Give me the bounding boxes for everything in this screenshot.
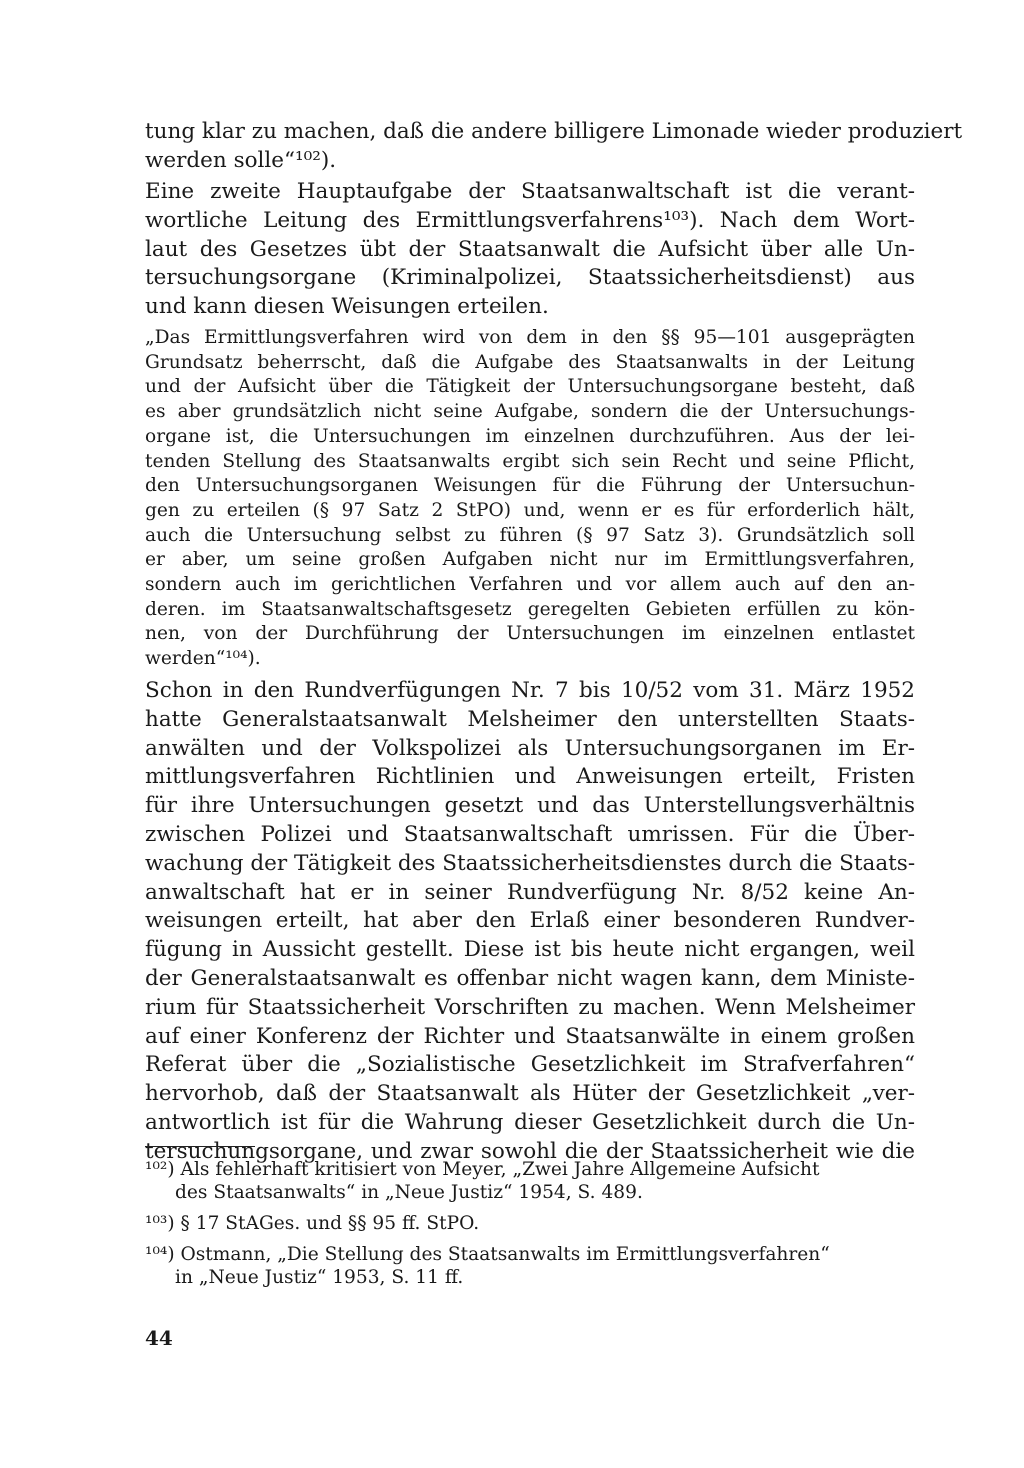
text-line: anwaltschaft hat er in seiner Rundverfügung Nr. 8/52 keine An-: [145, 879, 915, 905]
text-line: tung klar zu machen, daß die andere billigere Limonade wieder produziert: [145, 119, 963, 144]
quote-line: organe ist, die Untersuchungen im einzelnen durchzuführen. Aus der lei-: [145, 425, 915, 447]
block-quote: [145, 326, 915, 672]
quote-line: sondern auch im gerichtlichen Verfahren und vor allem auch auf den an-: [145, 574, 915, 596]
text-line: Referat über die „Sozialistische Gesetzlichkeit im Strafverfahren“: [145, 1052, 915, 1078]
text-line: und kann diesen Weisungen erteilen.: [145, 294, 549, 320]
text-line: mittlungsverfahren Richtlinien und Anweisungen erteilt, Fristen: [145, 764, 915, 790]
footnote-divider: [145, 1146, 255, 1147]
text-line: hatte Generalstaatsanwalt Melsheimer den unterstellten Staats-: [145, 706, 915, 732]
text-line: Eine zweite Hauptaufgabe der Staatsanwaltschaft ist die verant-: [145, 179, 915, 204]
footnote-line: ¹⁰³) § 17 StAGes. und §§ 95 ff. StPO.: [145, 1213, 480, 1234]
text-line: auf einer Konferenz der Richter und Staatsanwälte in einem großen: [145, 1023, 915, 1049]
footnote-line: ¹⁰⁴) Ostmann, „Die Stellung des Staatsanwalts im Ermittlungsverfahren“: [145, 1244, 830, 1265]
text-line: tersuchungsorgane (Kriminalpolizei, Staatssicherheitsdienst) aus: [145, 265, 915, 291]
quote-line: den Untersuchungsorganen Weisungen für die Führung der Untersuchun-: [145, 475, 915, 497]
quote-line: es aber grundsätzlich nicht seine Aufgabe, sondern die der Untersuchungs-: [145, 401, 915, 423]
footnote-102: [145, 1158, 915, 1204]
text-line: laut des Gesetzes übt der Staatsanwalt die Aufsicht über alle Un-: [145, 236, 915, 262]
text-line: anwälten und der Volkspolizei als Untersuchungsorganen im Er-: [145, 735, 915, 761]
quote-line: Grundsatz beherrscht, daß die Aufgabe des Staatsanwalts in der Leitung: [145, 351, 915, 373]
text-line: zwischen Polizei und Staatsanwaltschaft umrissen. Für die Über-: [145, 821, 915, 847]
text-line: Schon in den Rundverfügungen Nr. 7 bis 10/52 vom 31. März 1952: [145, 678, 915, 703]
footnote-103: [145, 1212, 915, 1235]
footnote-104: [145, 1243, 915, 1289]
text-line: fügung in Aussicht gestellt. Diese ist bis heute nicht ergangen, weil: [145, 937, 915, 963]
text-line: tersuchungsorgane, und zwar sowohl die der Staatssicherheit wie die: [145, 1138, 915, 1164]
text-line: für ihre Untersuchungen gesetzt und das Unterstellungsverhältnis: [145, 793, 915, 819]
quote-line: „Das Ermittlungsverfahren wird von dem in den §§ 95—101 ausgeprägten: [145, 327, 915, 348]
paragraph-rundverfuegungen: [145, 677, 915, 1167]
footnote-line: des Staatsanwalts“ in „Neue Justiz“ 1954, S. 489.: [175, 1182, 643, 1203]
paragraph-continuation: [145, 118, 963, 176]
quote-line: nen, von der Durchführung der Untersuchungen im einzelnen entlastet: [145, 623, 915, 645]
footnote-line: ¹⁰²) Als fehlerhaft kritisiert von Meyer, „Zwei Jahre Allgemeine Aufsicht: [145, 1159, 820, 1180]
paragraph-investigation-lead: [145, 178, 915, 322]
quote-line: gen zu erteilen (§ 97 Satz 2 StPO) und, wenn er es für erforderlich hält,: [145, 499, 915, 521]
quote-line: und der Aufsicht über die Tätigkeit der Untersuchungsorgane besteht, daß: [145, 376, 915, 398]
page-number: 44: [145, 1326, 173, 1350]
quote-line: tenden Stellung des Staatsanwalts ergibt sich sein Recht und seine Pflicht,: [145, 450, 915, 472]
text-line: werden solle“¹⁰²).: [145, 147, 337, 173]
text-line: wortliche Leitung des Ermittlungsverfahrens¹⁰³). Nach dem Wort-: [145, 207, 915, 233]
text-line: rium für Staatssicherheit Vorschriften zu machen. Wenn Melsheimer: [145, 994, 915, 1020]
text-line: antwortlich ist für die Wahrung dieser Gesetzlichkeit durch die Un-: [145, 1109, 915, 1135]
footnote-line: in „Neue Justiz“ 1953, S. 11 ff.: [175, 1267, 464, 1288]
footnotes: [145, 1158, 915, 1289]
quote-line: er aber, um seine großen Aufgaben nicht nur im Ermittlungsverfahren,: [145, 549, 915, 571]
text-line: wachung der Tätigkeit des Staatssicherheitsdienstes durch die Staats-: [145, 850, 916, 876]
text-line: hervorhob, daß der Staatsanwalt als Hüter der Gesetzlichkeit „ver-: [145, 1081, 915, 1107]
text-line: der Generalstaatsanwalt es offenbar nicht wagen kann, dem Ministe-: [145, 965, 915, 991]
text-line: weisungen erteilt, hat aber den Erlaß einer besonderen Rundver-: [145, 908, 915, 934]
quote-line: werden“¹⁰⁴).: [145, 648, 261, 670]
quote-line: deren. im Staatsanwaltschaftsgesetz geregelten Gebieten erfüllen zu kön-: [145, 598, 915, 620]
quote-line: auch die Untersuchung selbst zu führen (§ 97 Satz 3). Grundsätzlich soll: [145, 524, 915, 546]
